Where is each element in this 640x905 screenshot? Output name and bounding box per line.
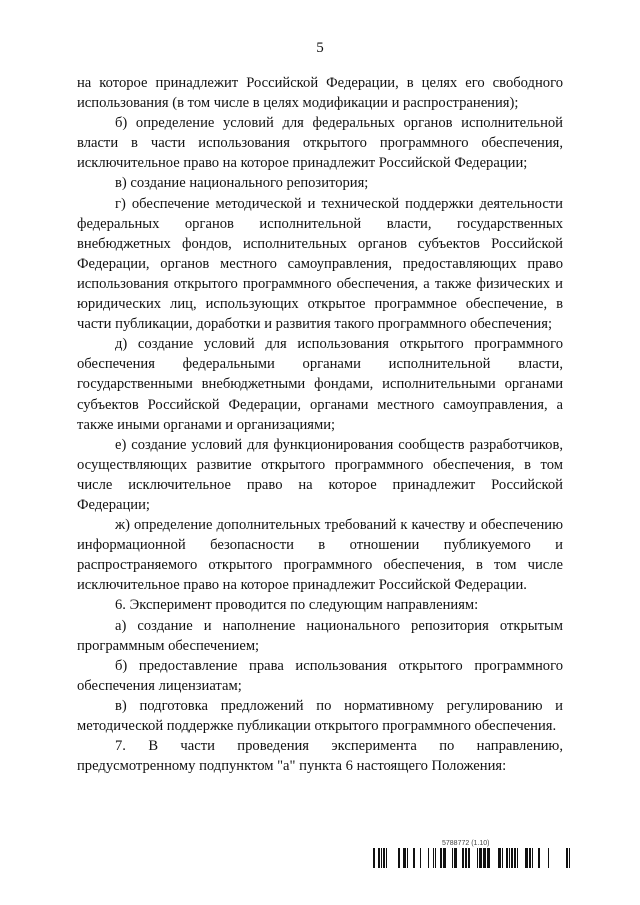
paragraph-v: в) создание национального репозитория; — [115, 175, 369, 192]
paragraph-6: 6. Эксперимент проводится по следующим направлениям: — [115, 597, 479, 614]
paragraph-6a: а) создание и наполнение национального репозитория открытым программным обеспечением; — [77, 617, 563, 654]
paragraph-g: г) обеспечение методической и технической поддержки деятельности федеральных органов исполнительной власти, государственных внебюджетных фондов, исполнительных органов субъектов Российской Федерации, органов местного самоуправления, предоставляющих право использования открытого программного обеспечения, а также физических и юридических лиц, использующих открытое программное обеспечение, в части публикации, доработки и развития такого программного обеспечения; — [77, 195, 563, 333]
document-body — [77, 73, 563, 776]
paragraph-b: б) определение условий для федеральных органов исполнительной власти в части использования открытого программного обеспечения, исключительное право на которое принадлежит Российской Федерации; — [77, 115, 563, 172]
paragraph-d: д) создание условий для использования открытого программного обеспечения федеральными органами исполнительной власти, государственными внебюджетными фондами, исполнительными органами субъектов Российской Федерации, органами местного самоуправления, а также иными органами и организациями; — [77, 336, 563, 433]
paragraph-e: е) создание условий для функционирования сообществ разработчиков, осуществляющих развитие открытого программного обеспечения, в том числе исключительное право на которое принадлежит Российской Федерации; — [77, 436, 563, 513]
paragraph-zh: ж) определение дополнительных требований к качеству и обеспечению информационной безопасности в отношении публикуемого и распространяемого открытого программного обеспечения, в том числе исключительное право на которое принадлежит Российской Федерации. — [77, 517, 563, 594]
paragraph-7: 7. В части проведения эксперимента по направлению, предусмотренному подпунктом "а" пункта 6 настоящего Положения: — [77, 738, 563, 775]
document-code: 5788772 (1.10) — [442, 840, 490, 847]
page-number: 5 — [316, 40, 324, 56]
paragraph-continuation: на которое принадлежит Российской Федерации, в целях его свободного использования (в том числе в целях модификации и распространения); — [77, 75, 563, 112]
paragraph-6v: в) подготовка предложений по нормативному регулированию и методической поддержке публикации открытого программного обеспечения. — [77, 697, 563, 734]
barcode-icon — [373, 848, 571, 868]
paragraph-6b: б) предоставление права использования открытого программного обеспечения лицензиатам; — [77, 657, 563, 694]
